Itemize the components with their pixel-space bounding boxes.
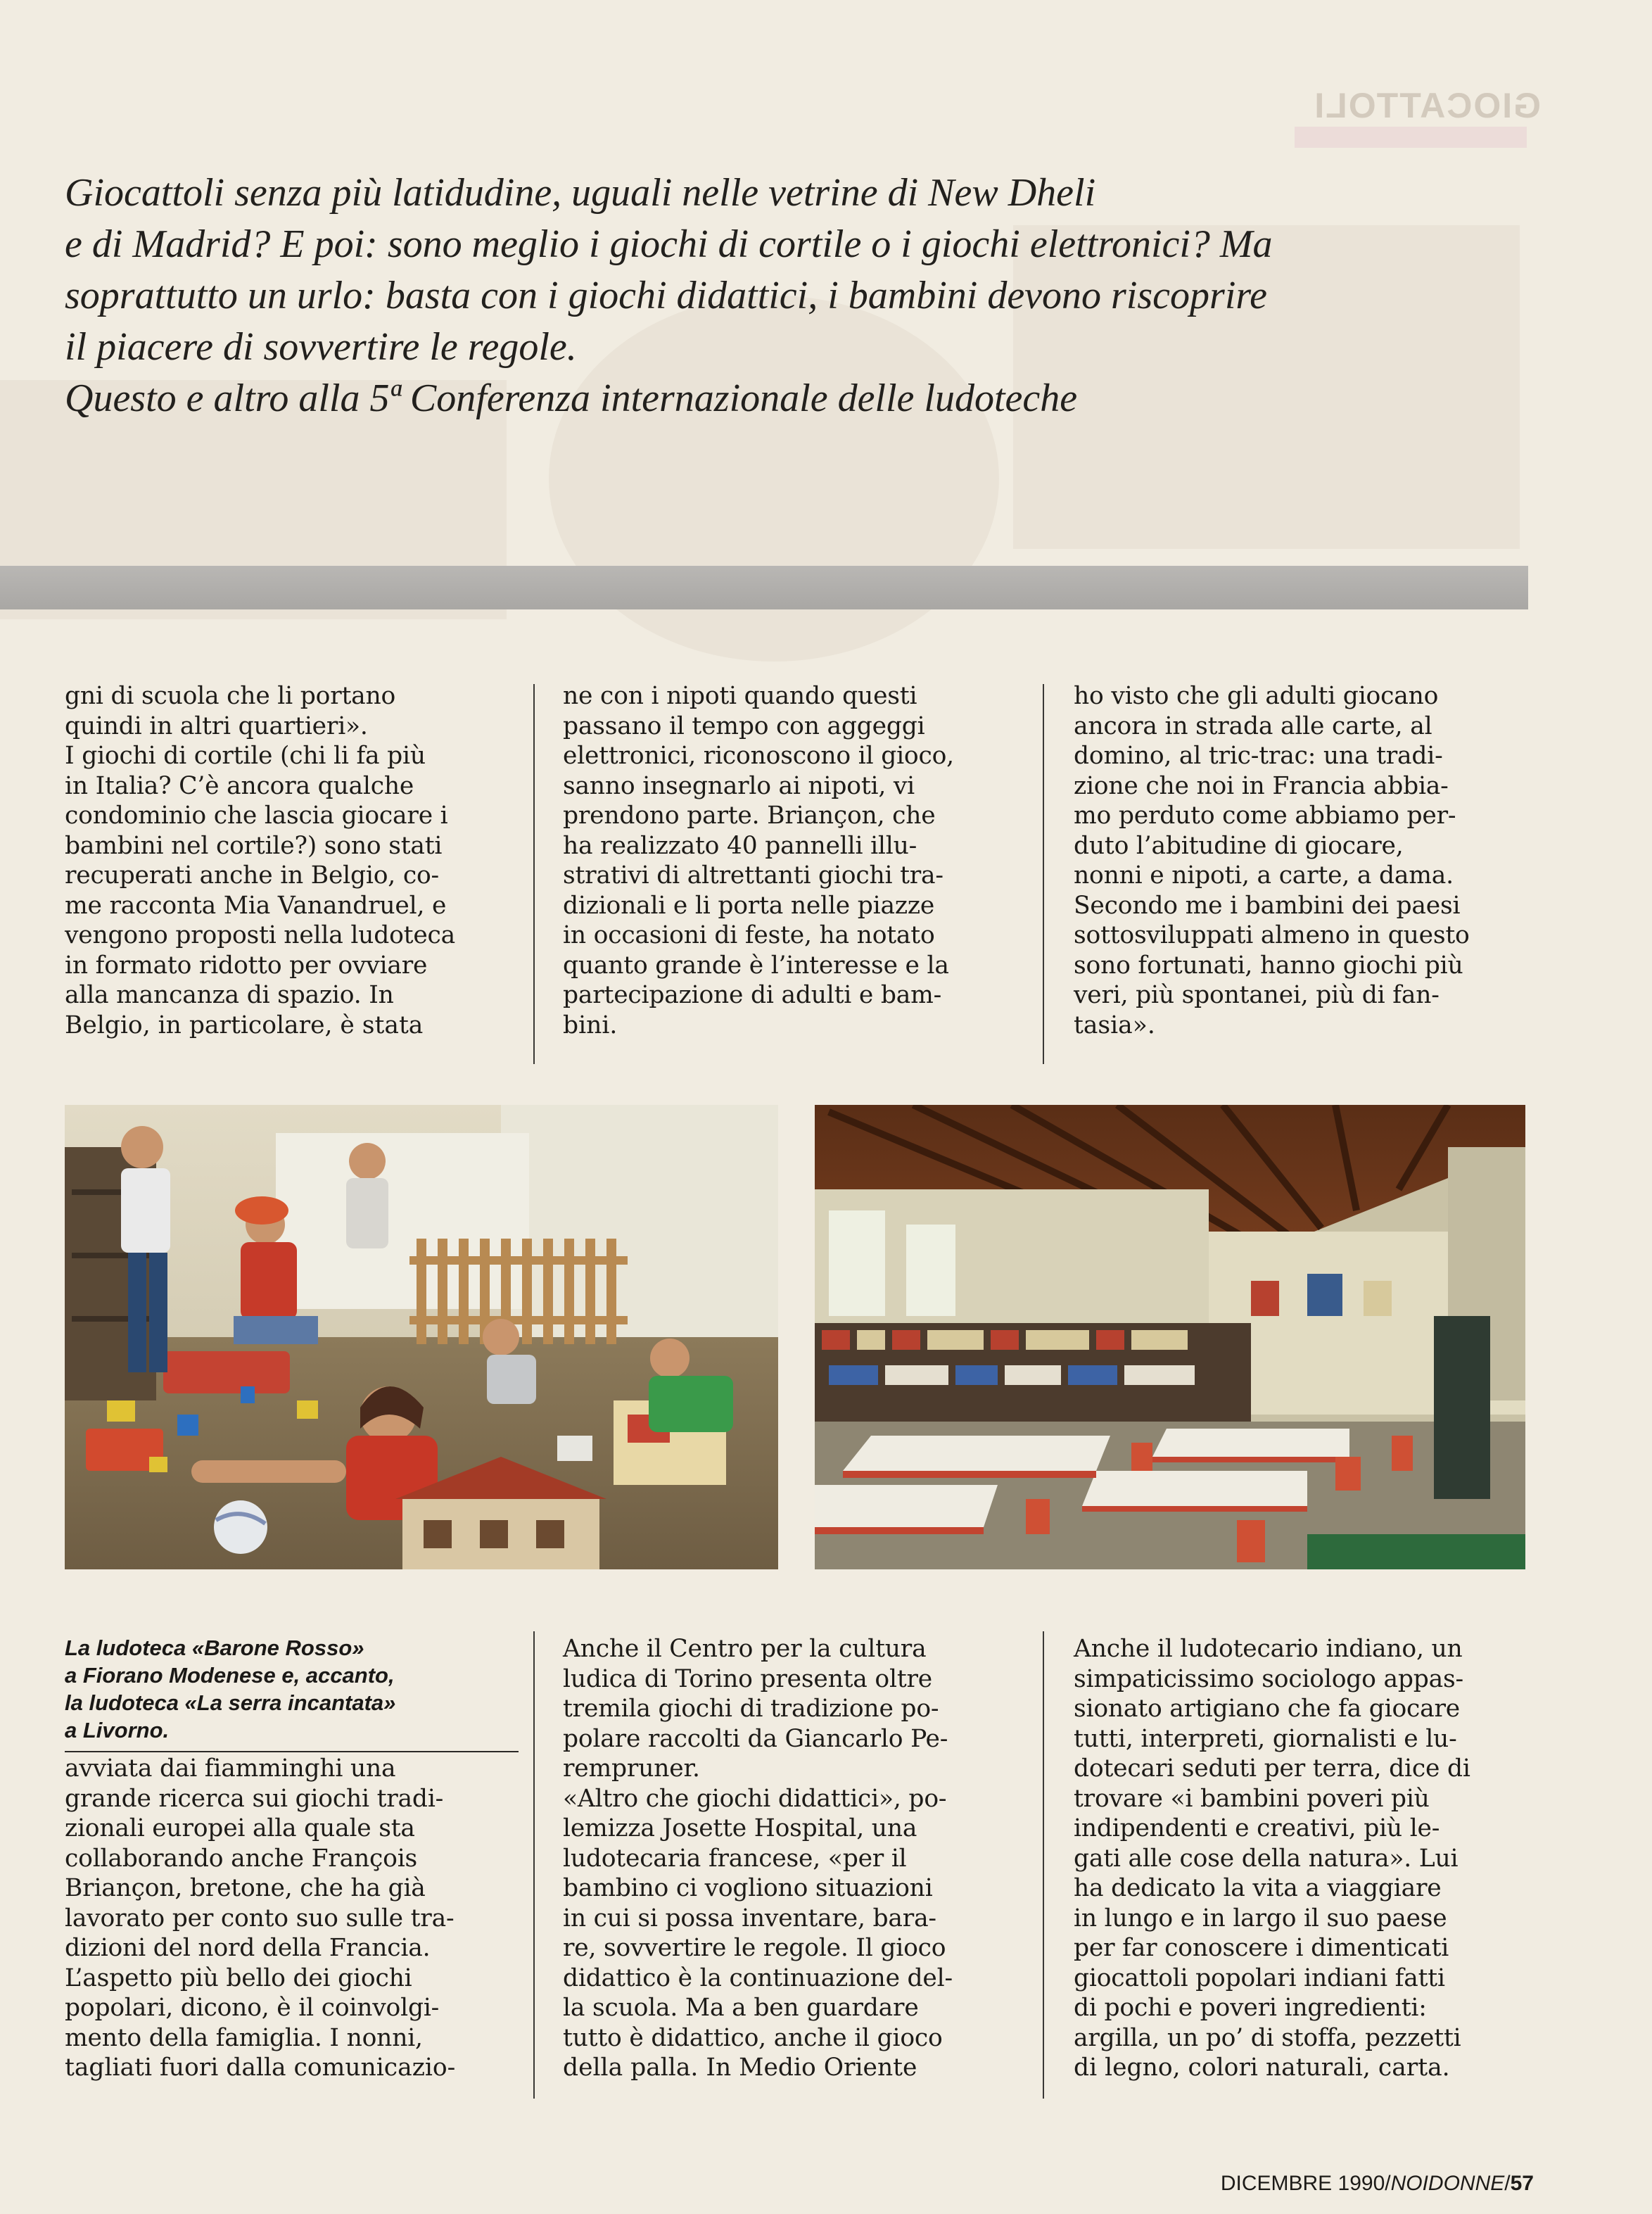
text-line: zionali europei alla quale sta [65,1814,415,1842]
text-line: ha dedicato la vita a viaggiare [1074,1874,1442,1902]
text-line: quanto grande è l’interesse e la [563,951,949,980]
text-line: trovare «i bambini poveri più [1074,1784,1430,1813]
text-line: di legno, colori naturali, carta. [1074,2054,1450,2082]
intro-line: Questo e altro alla 5ª Conferenza internazionale delle ludoteche [65,377,1078,420]
text-line: Belgio, in particolare, è stata [65,1011,424,1039]
text-line: polare raccolti da Giancarlo Pe- [563,1724,948,1753]
text-line: elettronici, riconoscono il gioco, [563,742,954,770]
photo-children-playing [65,1105,778,1569]
text-line: ancora in strada alle carte, al [1074,711,1432,740]
bleed-through-shadow [1295,127,1527,148]
text-line: me racconta Mia Vanandruel, e [65,891,447,920]
text-line: ne con i nipoti quando questi [563,682,917,710]
text-line: «Altro che giochi didattici», po- [563,1784,947,1813]
text-line: bambini nel cortile?) sono stati [65,831,443,860]
photo-ludoteca-barone-rosso [65,1105,778,1569]
text-line: bini. [563,1011,618,1039]
text-line: collaborando anche François [65,1844,418,1873]
caption-line: la ludoteca «La serra incantata» [65,1690,396,1715]
caption-line: a Livorno. [65,1718,170,1742]
text-line: in occasioni di feste, ha notato [563,921,935,949]
body-column-1-bottom [65,1754,509,2083]
text-line: gni di scuola che li portano [65,682,396,710]
text-line: la scuola. Ma a ben guardare [563,1994,919,2022]
text-line: per far conoscere i dimenticati [1074,1934,1449,1962]
text-line: dotecari seduti per terra, dice di [1074,1754,1470,1783]
text-line: sottosviluppati almeno in questo [1074,921,1470,949]
text-line: veri, più spontanei, più di fan- [1074,981,1440,1009]
text-line: gati alle cose della natura». Lui [1074,1844,1459,1873]
text-line: alla mancanza di spazio. In [65,981,394,1009]
body-column-2-bottom [563,1634,1013,2083]
text-line: sono fortunati, hanno giochi più [1074,951,1463,980]
text-line: Briançon, bretone, che ha già [65,1874,426,1902]
text-line: prendono parte. Briançon, che [563,802,936,830]
intro-deck [65,167,1556,424]
text-line: Anche il ludotecario indiano, un [1074,1635,1463,1663]
text-line: avviata dai fiamminghi una [65,1754,396,1783]
text-line: vengono proposti nella ludoteca [65,921,456,949]
text-line: dizioni del nord della Francia. [65,1934,431,1962]
text-line: tutto è didattico, anche il gioco [563,2023,943,2052]
text-line: ha realizzato 40 pannelli illu- [563,831,917,860]
text-line: ho visto che gli adulti giocano [1074,682,1439,710]
text-line: tasia». [1074,1011,1155,1039]
text-line: tagliati fuori dalla comunicazio- [65,2054,456,2082]
caption-line: a Fiorano Modenese e, accanto, [65,1663,395,1688]
intro-line: Giocattoli senza più latidudine, uguali nelle vetrine di New Dheli [65,171,1096,215]
text-line: condominio che lascia giocare i [65,802,448,830]
text-line: mo perduto come abbiamo per- [1074,802,1456,830]
text-line: zione che noi in Francia abbia- [1074,771,1449,800]
photo-ludoteca-interior [815,1105,1525,1569]
text-line: in formato ridotto per ovviare [65,951,428,980]
text-line: mento della famiglia. I nonni, [65,2023,423,2052]
text-line: della palla. In Medio Oriente [563,2054,917,2082]
text-line: domino, al tric-trac: una tradi- [1074,742,1443,770]
caption-rule [65,1751,519,1752]
text-line: duto l’abitudine di giocare, [1074,831,1404,860]
photo-ludoteca-serra-incantata [815,1105,1525,1569]
footer-separator: / [1504,2172,1511,2195]
text-line: lemizza Josette Hospital, una [563,1814,917,1842]
text-line: passano il tempo con aggeggi [563,711,925,740]
footer-magazine: NOIDONNE [1390,2172,1505,2195]
text-line: nonni e nipoti, a carte, a dama. [1074,861,1454,890]
text-line: L’aspetto più bello dei giochi [65,1963,412,1992]
text-line: Anche il Centro per la cultura [563,1635,927,1663]
column-rule [1043,684,1044,1064]
text-line: didattico è la continuazione del- [563,1963,953,1992]
text-line: rempruner. [563,1754,700,1783]
text-line: di pochi e poveri ingredienti: [1074,1994,1427,2022]
intro-line: il piacere di sovvertire le regole. [65,325,577,369]
column-rule [533,1631,535,2099]
text-line: sionato artigiano che fa giocare [1074,1695,1461,1723]
text-line: grande ricerca sui giochi tradi- [65,1784,444,1813]
text-line: tutti, interpreti, giornalisti e lu- [1074,1724,1457,1753]
text-line: bambino ci vogliono situazioni [563,1874,933,1902]
footer-date: DICEMBRE 1990/ [1220,2172,1391,2195]
intro-line: soprattutto un urlo: basta con i giochi didattici, i bambini devono riscoprire [65,274,1267,317]
text-line: indipendenti e creativi, più le- [1074,1814,1440,1842]
text-line: sanno insegnarlo ai nipoti, vi [563,771,915,800]
text-line: re, sovvertire le regole. Il gioco [563,1934,946,1962]
text-line: strativi di altrettanti giochi tra- [563,861,943,890]
body-column-3-top [1074,681,1525,1040]
page-footer [1221,2172,1534,2196]
text-line: partecipazione di adulti e bam- [563,981,942,1009]
bleed-through-header: GIOCATTOLI [1313,86,1541,125]
text-line: in Italia? C’è ancora qualche [65,771,414,800]
body-column-2-top [563,681,1013,1040]
photo-caption [65,1634,515,1744]
intro-line: e di Madrid? E poi: sono meglio i giochi di cortile o i giochi elettronici? Ma [65,222,1273,266]
text-line: quindi in altri quartieri». [65,711,368,740]
text-line: tremila giochi di tradizione po- [563,1695,939,1723]
text-line: recuperati anche in Belgio, co- [65,861,439,890]
body-column-3-bottom [1074,1634,1525,2083]
text-line: giocattoli popolari indiani fatti [1074,1963,1445,1992]
body-column-1-top [65,681,509,1040]
column-rule [1043,1631,1044,2099]
text-line: popolari, dicono, è il coinvolgi- [65,1994,440,2022]
text-line: dizionali e li porta nelle piazze [563,891,935,920]
column-rule [533,684,535,1064]
caption-line: La ludoteca «Barone Rosso» [65,1636,364,1660]
text-line: I giochi di cortile (chi li fa più [65,742,426,770]
text-line: in lungo e in largo il suo paese [1074,1904,1447,1932]
text-line: argilla, un po’ di stoffa, pezzetti [1074,2023,1461,2052]
section-divider-bar [0,566,1528,609]
text-line: in cui si possa inventare, bara- [563,1904,936,1932]
text-line: Secondo me i bambini dei paesi [1074,891,1461,920]
text-line: lavorato per conto suo sulle tra- [65,1904,455,1932]
text-line: ludotecaria francese, «per il [563,1844,907,1873]
page-number: 57 [1510,2172,1534,2195]
text-line: ludica di Torino presenta oltre [563,1664,933,1693]
text-line: simpaticissimo sociologo appas- [1074,1664,1463,1693]
